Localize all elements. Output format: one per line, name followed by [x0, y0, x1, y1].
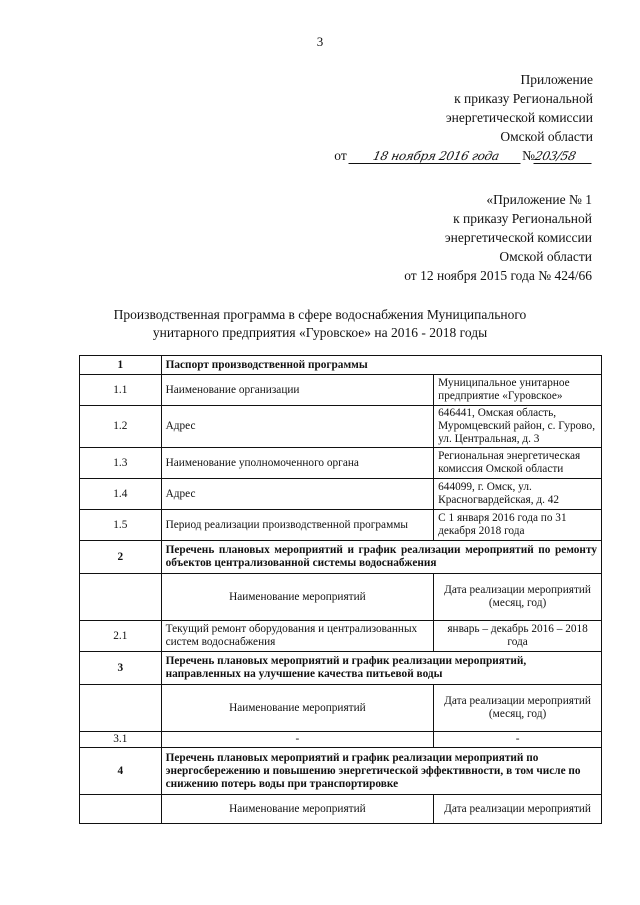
row-label: Период реализации производственной программы — [161, 510, 434, 541]
appendix-line: энергетической комиссии — [444, 230, 592, 245]
column-header-date: Дата реализации мероприятий (месяц, год) — [434, 685, 602, 732]
row-number: 1.2 — [80, 406, 162, 448]
row-value: Региональная энергетическая комиссия Омской области — [434, 448, 602, 479]
empty-cell — [80, 574, 162, 621]
handwritten-date: 18 ноября 2016 года — [349, 149, 524, 164]
title-line: унитарного предприятия «Гуровское» на 2016 - 2018 годы — [152, 325, 488, 340]
row-number: 1.3 — [80, 448, 162, 479]
row-number: 3.1 — [80, 732, 162, 748]
number-sign: № — [522, 148, 535, 163]
row-number: 1.4 — [80, 479, 162, 510]
measure-name: - — [161, 732, 434, 748]
appendix-line: «Приложение № 1 — [486, 192, 592, 207]
table-row — [80, 685, 602, 732]
appendix-line: Приложение — [520, 72, 593, 87]
appendix-line: энергетической комиссии — [445, 110, 593, 125]
row-number: 1.1 — [80, 375, 162, 406]
row-number: 2.1 — [80, 621, 162, 652]
row-number: 1.5 — [80, 510, 162, 541]
section-title: Перечень плановых мероприятий и график реализации мероприятий по ремонту объектов централизованной системы водоснабжения — [161, 541, 601, 574]
row-label: Наименование уполномоченного органа — [161, 448, 434, 479]
measure-name: Текущий ремонт оборудования и централизованных систем водоснабжения — [161, 621, 434, 652]
table-row — [80, 448, 602, 479]
column-header-name — [161, 574, 434, 621]
section-title: Перечень плановых мероприятий и график реализации мероприятий, направленных на улучшение качества питьевой воды — [161, 652, 601, 685]
row-value: 644099, г. Омск, ул. Красногвардейская, д. 42 — [434, 479, 602, 510]
row-value: Муниципальное унитарное предприятие «Гуровское» — [434, 375, 602, 406]
order-date-line — [334, 146, 593, 165]
document-title — [60, 306, 580, 342]
previous-appendix-header — [404, 190, 592, 285]
empty-cell — [80, 685, 162, 732]
table-row — [80, 652, 602, 685]
table-row — [80, 479, 602, 510]
table-row — [80, 621, 602, 652]
row-value: С 1 января 2016 года по 31 декабря 2018 года — [434, 510, 602, 541]
section-number: 1 — [80, 356, 162, 375]
appendix-header — [334, 70, 593, 165]
section-title: Перечень плановых мероприятий и график реализации мероприятий по энергосбережению и повышению энергетической эффективности, в том числе по снижению потерь воды при транспортировке — [161, 748, 601, 795]
appendix-line: к приказу Региональной — [453, 211, 592, 226]
title-line: Производственная программа в сфере водоснабжения Муниципального — [113, 307, 527, 322]
table-row — [80, 574, 602, 621]
row-label: Адрес — [161, 479, 434, 510]
handwritten-order-number: 203/58 — [533, 149, 594, 164]
table-row — [80, 541, 602, 574]
appendix-line: Омской области — [500, 129, 593, 144]
section-number: 2 — [80, 541, 162, 574]
appendix-line: Омской области — [499, 249, 592, 264]
page-number: 3 — [316, 34, 324, 49]
table-row — [80, 510, 602, 541]
row-value: 646441, Омская область, Муромцевский район, с. Гурово, ул. Центральная, д. 3 — [434, 406, 602, 448]
from-prefix: от — [334, 148, 347, 163]
table-row — [80, 748, 602, 795]
section-number: 3 — [80, 652, 162, 685]
section-title: Паспорт производственной программы — [161, 356, 601, 375]
column-header-date: Дата реализации мероприятий (месяц, год) — [434, 574, 602, 621]
column-header-name-text: Наименование мероприятий — [229, 590, 366, 603]
production-program-table — [79, 355, 602, 824]
table-row — [80, 732, 602, 748]
table-row — [80, 375, 602, 406]
section-number: 4 — [80, 748, 162, 795]
column-header-name: Наименование мероприятий — [161, 685, 434, 732]
appendix-line: к приказу Региональной — [454, 91, 593, 106]
appendix-line: от 12 ноября 2015 года № 424/66 — [404, 268, 592, 283]
table-row — [80, 356, 602, 375]
table-row — [80, 795, 602, 824]
row-label: Адрес — [161, 406, 434, 448]
empty-cell — [80, 795, 162, 824]
measure-date: январь – декабрь 2016 – 2018 года — [434, 621, 602, 652]
row-label: Наименование организации — [161, 375, 434, 406]
table-row — [80, 406, 602, 448]
measure-date: - — [434, 732, 602, 748]
column-header-name: Наименование мероприятий — [161, 795, 434, 824]
column-header-date: Дата реализации мероприятий — [434, 795, 602, 824]
